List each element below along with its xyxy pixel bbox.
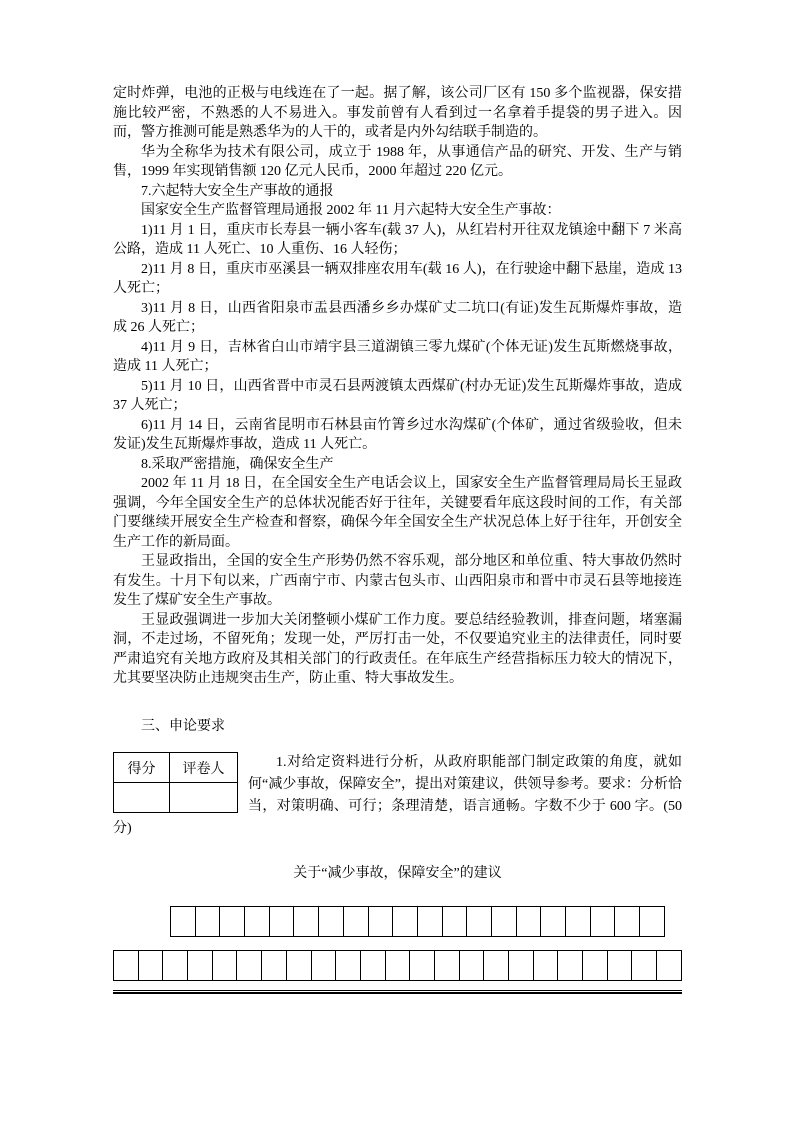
answer-grid-cell <box>269 906 295 937</box>
answer-grid-cell <box>212 950 238 981</box>
paragraph: 2002 年 11 月 18 日，在全国安全生产电话会议上，国家安全生产监督管理局局长王显政强调，今年全国安全生产的总体状况能否好于往年，关键要看年底这段时间的工作，有关部门要继续开展安全生产检查和督察，确保今年全国安全生产状况总体上好于往年，开创安全生产工作的新局面。 <box>113 476 682 550</box>
answer-grid-cell <box>442 906 468 937</box>
answer-grid-cell <box>236 950 262 981</box>
section-heading: 三、申论要求 <box>141 718 225 734</box>
answer-grid-row-1 <box>170 906 682 937</box>
paragraph: 1)11 月 1 日，重庆市长寿县一辆小客车(载 37 人)，从红岩村开往双龙镇途中翻下 7 米高公路，造成 11 人死亡、10 人重伤、16 人轻伤； <box>113 222 682 257</box>
paragraph-heading-8: 8.采取严密措施，确保安全生产 <box>141 456 334 472</box>
answer-grid-cell <box>508 950 534 981</box>
answer-grid-cell <box>311 950 337 981</box>
answer-grid-cell <box>516 906 542 937</box>
answer-grid-cell <box>417 906 443 937</box>
answer-grid-cell <box>187 950 213 981</box>
answer-grid-cell <box>360 950 386 981</box>
grader-value-cell <box>170 783 238 813</box>
paragraph: 王显政指出，全国的安全生产形势仍然不容乐观，部分地区和单位重、特大事故仍然时有发生。十月下旬以来，广西南宁市、内蒙古包头市、山西阳泉市和晋中市灵石县等地接连发生了煤矿安全生产事故。 <box>113 554 682 608</box>
score-value-cell <box>114 783 170 813</box>
paragraph-heading-7: 7.六起特大安全生产事故的通报 <box>141 183 334 199</box>
answer-grid-cell <box>162 950 188 981</box>
answer-grid-cell <box>582 950 608 981</box>
paragraph: 6)11 月 14 日，云南省昆明市石林县亩竹箐乡过水沟煤矿(个体矿，通过省级验收，但未发证)发生瓦斯爆炸事故，造成 11 人死亡。 <box>113 417 682 452</box>
answer-grid-cell <box>219 906 245 937</box>
answer-grid-cell <box>113 950 139 981</box>
answer-grid-cell <box>631 950 657 981</box>
answer-grid-cell <box>335 950 361 981</box>
paragraph: 3)11 月 8 日，山西省阳泉市盂县西潘乡乡办煤矿丈二坑口(有证)发生瓦斯爆炸事故，造成 26 人死亡； <box>113 300 682 335</box>
essay-title: 关于“减少事故，保障安全”的建议 <box>293 866 502 881</box>
answer-grid-cell <box>491 906 517 937</box>
answer-grid-cell <box>590 906 616 937</box>
answer-grid-cell <box>639 906 665 937</box>
paragraph: 4)11 月 9 日，吉林省白山市靖宇县三道湖镇三零九煤矿(个体无证)发生瓦斯燃烧事故，造成 11 人死亡； <box>113 339 682 374</box>
grader-header-cell: 评卷人 <box>170 753 238 783</box>
paragraph: 5)11 月 10 日，山西省晋中市灵石县两渡镇太西煤矿(村办无证)发生瓦斯爆炸事故，造成 37 人死亡； <box>113 378 682 413</box>
paragraph: 王显政强调进一步加大关闭整顿小煤矿工作力度。要总结经验教训，排查问题，堵塞漏洞，不走过场，不留死角；发现一处，严厉打击一处，不仅要追究业主的法律责任，同时要严肃追究有关地方政府及其相关部门的行政责任。在年底生产经营指标压力较大的情况下，尤其要坚决防止违规突击生产，防止重、特大事故发生。 <box>113 612 682 686</box>
score-table <box>113 752 238 813</box>
answer-grid-cell <box>170 906 196 937</box>
answer-grid-cell <box>293 906 319 937</box>
answer-grid-cell <box>466 906 492 937</box>
score-header-cell: 得分 <box>114 753 170 783</box>
answer-grid-cell <box>434 950 460 981</box>
answer-grid-cell <box>368 906 394 937</box>
answer-grid-cell <box>261 950 287 981</box>
answer-grid-cell <box>565 906 591 937</box>
answer-grid-cell <box>614 906 640 937</box>
answer-grid-cell <box>343 906 369 937</box>
answer-grid-cell <box>557 950 583 981</box>
answer-grid-cell <box>244 906 270 937</box>
answer-grid-cell <box>195 906 221 937</box>
paragraph: 2)11 月 8 日，重庆市巫溪县一辆双排座农用车(载 16 人)，在行驶途中翻下悬崖，造成 13 人死亡； <box>113 261 682 296</box>
answer-grid-cell <box>286 950 312 981</box>
answer-grid-cell <box>318 906 344 937</box>
page-end-rule <box>113 990 682 994</box>
answer-grid-cell <box>409 950 435 981</box>
answer-grid-cell <box>607 950 633 981</box>
paragraph: 华为全称华为技术有限公司，成立于 1988 年，从事通信产品的研究、开发、生产与销售，1999 年实现销售额 120 亿元人民币，2000 年超过 220 亿元。 <box>113 144 682 179</box>
paragraph: 国家安全生产监督管理局通报 2002 年 11 月六起特大安全生产事故： <box>141 203 561 218</box>
answer-grid-row-2 <box>113 950 682 981</box>
requirement-text: 1.对给定资料进行分析，从政府职能部门制定政策的角度，就如何“减少事故，保障安全”，提出对策建议，供领导参考。要求：分析恰当，对策明确、可行；条理清楚，语言通畅。字数不少于 600 字。(50分) <box>113 755 682 836</box>
answer-grid-cell <box>483 950 509 981</box>
answer-grid-cell <box>138 950 164 981</box>
answer-grid-cell <box>540 906 566 937</box>
answer-grid-cell <box>392 906 418 937</box>
answer-grid-cell <box>656 950 682 981</box>
answer-grid-cell <box>385 950 411 981</box>
answer-grid-cell <box>459 950 485 981</box>
requirement-block <box>113 752 682 840</box>
answer-grid-cell <box>533 950 559 981</box>
paragraph: 定时炸弹，电池的正极与电线连在了一起。据了解，该公司厂区有 150 多个监视器，保安措施比较严密，不熟悉的人不易进入。事发前曾有人看到过一名拿着手提袋的男子进入。因而，警方推测可能是熟悉华为的人干的，或者是内外勾结联手制造的。 <box>113 86 682 140</box>
